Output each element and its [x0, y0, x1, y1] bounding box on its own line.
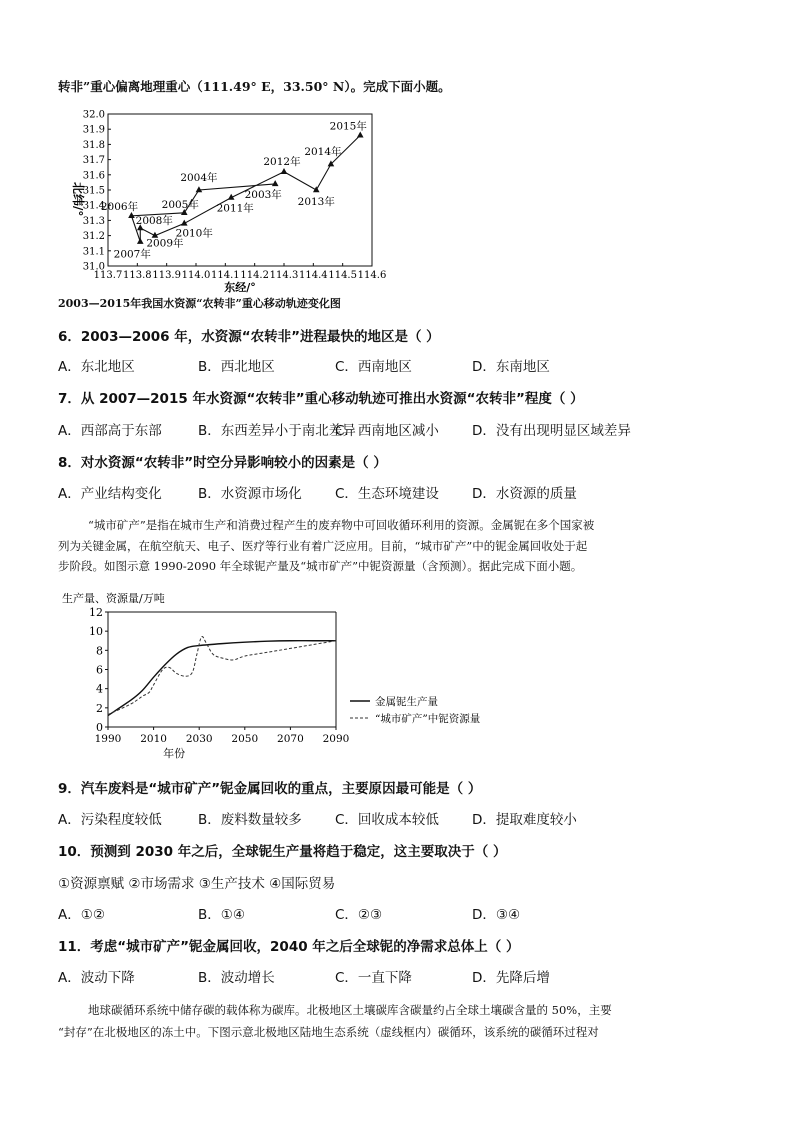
trajectory-point [128, 212, 135, 218]
chart1-xtick-label: 114.4 [299, 270, 328, 281]
chart2-xtick-label: 2050 [231, 733, 259, 745]
chart1-xtick-label: 114.3 [269, 270, 299, 281]
question-9-option-b[interactable]: B．废料数量较多 [198, 812, 302, 828]
passage-3-line-2: “封存”在北极地区的冻土中。下图示意北极地区陆地生态系统（虚线框内）碳循环，该系统的碳循环过程对 [58, 1025, 599, 1039]
chart2-ylabel: 生产量、资源量/万吨 [62, 592, 165, 605]
trajectory-point-label: 2003年 [244, 188, 282, 201]
trajectory-point-label: 2013年 [297, 196, 335, 208]
question-7-option-c[interactable]: C．西南地区减小 [335, 423, 439, 439]
question-7-option-a[interactable]: A．西部高于东部 [58, 423, 162, 439]
trajectory-point-label: 2010年 [175, 227, 213, 240]
trajectory-point-label: 2007年 [113, 248, 151, 261]
question-11-option-b[interactable]: B．波动增长 [198, 970, 275, 986]
question-6-option-a[interactable]: A．东北地区 [58, 359, 135, 375]
question-8-option-b[interactable]: B．水资源市场化 [198, 486, 302, 502]
trajectory-point [196, 186, 203, 192]
question-10-choices: ①资源禀赋 ②市场需求 ③生产技术 ④国际贸易 [58, 876, 336, 892]
legend-production-label: 金属铌生产量 [375, 696, 438, 708]
chart2-ytick-label: 4 [96, 682, 103, 696]
question-7-option-b[interactable]: B．东西差异小于南北差异 [198, 423, 356, 439]
question-8-option-c[interactable]: C．生态环境建设 [335, 486, 439, 502]
chart2-ytick-label: 12 [89, 606, 103, 619]
question-6-option-d[interactable]: D．东南地区 [472, 359, 550, 375]
chart2-xtick-label: 2010 [140, 733, 167, 745]
chart1-ytick-label: 31.7 [82, 155, 105, 167]
chart2-xlabel: 年份 [163, 747, 186, 760]
chart2-ytick-label: 6 [96, 663, 103, 677]
trajectory-point [137, 238, 144, 244]
trajectory-point-label: 2011年 [216, 202, 254, 215]
chart1-title: 2003—2015年我国水资源“农转非”重心移动轨迹变化图 [58, 297, 341, 310]
chart1-ytick-label: 31.3 [82, 215, 105, 227]
intro-text: 转非”重心偏离地理重心（111.49° E，33.50° N）。完成下面小题。 [58, 79, 451, 94]
chart1-ytick-label: 32.0 [82, 109, 105, 121]
question-6-stem: 6．2003—2006 年，水资源“农转非”进程最快的地区是（ ） [58, 329, 440, 345]
question-11-option-a[interactable]: A．波动下降 [58, 970, 135, 986]
chart-niobium-production [60, 588, 520, 766]
chart1-xtick-label: 114.1 [211, 270, 240, 281]
chart2-ytick-label: 2 [96, 701, 103, 715]
trajectory-point-label: 2014年 [304, 146, 342, 159]
trajectory-point [281, 168, 288, 174]
chart2-ytick-label: 8 [96, 644, 103, 658]
question-10-stem: 10．预测到 2030 年之后，全球铌生产量将趋于稳定，这主要取决于（ ） [58, 844, 507, 860]
question-7-option-d[interactable]: D．没有出现明显区域差异 [472, 423, 631, 439]
question-9-option-d[interactable]: D．提取难度较小 [472, 812, 577, 828]
question-10-option-c[interactable]: C．②③ [335, 907, 383, 923]
trajectory-point [357, 131, 364, 137]
question-8-stem: 8．对水资源“农转非”时空分异影响较小的因素是（ ） [58, 455, 387, 471]
trajectory-point-label: 2015年 [329, 120, 367, 133]
chart1-xtick-label: 113.9 [152, 270, 181, 281]
series-urban-mine-line [108, 636, 336, 714]
passage-2-line-3: 步阶段。如图示意 1990-2090 年全球铌产量及“城市矿产”中铌资源量（含预测）。据此完成下面小题。 [58, 559, 583, 573]
chart1-ytick-label: 31.8 [82, 139, 105, 151]
question-6-option-b[interactable]: B．西北地区 [198, 359, 275, 375]
chart2-xtick-label: 1990 [94, 733, 122, 745]
question-7-stem: 7．从 2007—2015 年水资源“农转非”重心移动轨迹可推出水资源“农转非”程度（ ） [58, 391, 584, 407]
question-8-option-a[interactable]: A．产业结构变化 [58, 486, 162, 502]
chart1-xtick-label: 114.0 [181, 270, 211, 281]
chart1-xtick-label: 114.2 [240, 270, 269, 281]
question-9-stem: 9．汽车废料是“城市矿产”铌金属回收的重点，主要原因最可能是（ ） [58, 781, 482, 797]
trajectory-point-label: 2006年 [100, 200, 139, 213]
question-9-option-a[interactable]: A．污染程度较低 [58, 812, 162, 828]
chart1-ytick-label: 31.2 [82, 231, 105, 243]
series-production-line [108, 641, 336, 716]
chart2-xtick-label: 2070 [277, 733, 304, 745]
chart-gravity-center-trajectory [60, 108, 400, 313]
chart1-ytick-label: 31.5 [82, 185, 105, 197]
trajectory-point-label: 2005年 [161, 198, 199, 211]
trajectory-point-label: 2012年 [263, 155, 301, 168]
chart2-ytick-label: 10 [89, 625, 103, 639]
chart1-xtick-label: 113.7 [93, 270, 123, 281]
question-10-option-d[interactable]: D．③④ [472, 907, 521, 923]
chart1-ytick-label: 31.9 [82, 124, 105, 136]
trajectory-point-label: 2009年 [146, 237, 184, 250]
chart1-ytick-label: 31.0 [82, 261, 105, 273]
question-11-option-c[interactable]: C．一直下降 [335, 970, 412, 986]
trajectory-point [272, 180, 279, 186]
passage-2-line-1: “城市矿产”是指在城市生产和消费过程产生的废弃物中可回收循环利用的资源。金属铌在多个国家被 [88, 518, 595, 532]
legend-urban-mine-label: “城市矿产”中铌资源量 [375, 713, 481, 725]
chart1-xtick-label: 114.5 [328, 270, 357, 281]
passage-2-line-2: 列为关键金属，在航空航天、电子、医疗等行业有着广泛应用。目前，“城市矿产”中的铌金属回收处于起 [58, 539, 588, 553]
question-11-stem: 11．考虑“城市矿产”铌金属回收，2040 年之后全球铌的净需求总体上（ ） [58, 939, 520, 955]
trajectory-point-label: 2004年 [180, 172, 218, 184]
chart1-xlabel: 东经/° [224, 281, 256, 294]
trajectory-point-label: 2008年 [135, 215, 173, 227]
chart1-xtick-label: 114.6 [357, 270, 387, 281]
chart1-ytick-label: 31.6 [82, 170, 105, 182]
question-9-option-c[interactable]: C．回收成本较低 [335, 812, 439, 828]
chart1-ytick-label: 31.1 [82, 246, 105, 258]
chart1-ytick-label: 31.4 [82, 200, 105, 212]
question-10-option-b[interactable]: B．①④ [198, 907, 245, 923]
chart1-xtick-label: 113.8 [123, 270, 152, 281]
chart2-ytick-label: 0 [96, 721, 103, 734]
chart2-xtick-label: 2030 [185, 733, 213, 745]
passage-3-line-1: 地球碳循环系统中储存碳的载体称为碳库。北极地区土壤碳库含碳量约占全球土壤碳含量的 50%，主要 [88, 1003, 612, 1017]
chart2-xtick-label: 2090 [322, 733, 350, 745]
question-11-option-d[interactable]: D．先降后增 [472, 970, 550, 986]
chart1-ylabel: 北纬/° [71, 182, 85, 217]
question-8-option-d[interactable]: D．水资源的质量 [472, 486, 577, 502]
question-6-option-c[interactable]: C．西南地区 [335, 359, 412, 375]
question-10-option-a[interactable]: A．①② [58, 907, 105, 923]
